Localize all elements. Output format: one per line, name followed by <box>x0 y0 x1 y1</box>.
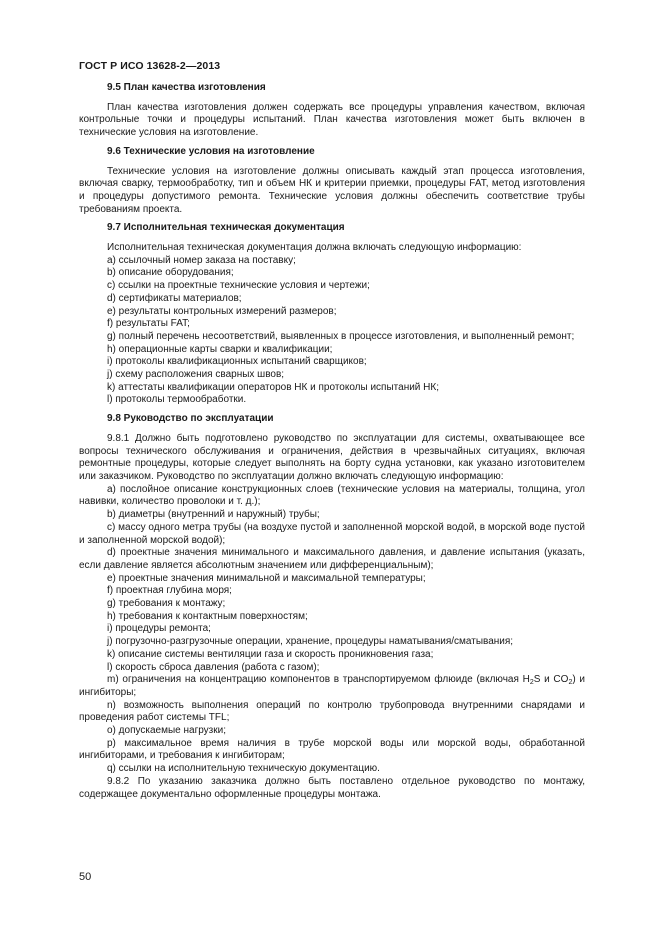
subscript: 2 <box>568 679 573 687</box>
list-item: c) массу одного метра трубы (на воздухе пустой и заполненной морской водой, в морской воде пустой и заполненной морской водой); <box>79 521 585 546</box>
list-item: h) требования к контактным поверхностям; <box>107 610 308 622</box>
list-item: n) возможность выполнения операций по контролю трубопровода внутренними снарядами и проведения работ системы TFL; <box>79 699 585 724</box>
list-item: k) описание системы вентиляции газа и скорость проникновения газа; <box>107 648 434 660</box>
list-item: e) результаты контрольных измерений размеров; <box>107 305 337 317</box>
list-item-m-suffix: ) и ингибиторы; <box>79 674 585 698</box>
paragraph-9-8-2: 9.8.2 По указанию заказчика должно быть поставлено отдельное руководство по монтажу, содержащее документально оформленные процедуры монтажа. <box>79 775 585 800</box>
list-item-m-prefix: m) ограничения на концентрацию компонентов в транспортируемом флюиде (включая H <box>107 674 530 686</box>
section-heading-9-8: 9.8 Руководство по эксплуатации <box>107 413 274 425</box>
section-heading-9-6: 9.6 Технические условия на изготовление <box>107 145 315 157</box>
list-item: j) погрузочно-разгрузочные операции, хранение, процедуры наматывания/сматывания; <box>107 636 514 648</box>
list-item: e) проектные значения минимальной и максимальной температуры; <box>107 572 426 584</box>
section-heading-9-5: 9.5 План качества изготовления <box>107 82 266 93</box>
document-header: ГОСТ Р ИСО 13628-2—2013 <box>79 60 221 72</box>
list-item: i) протоколы квалификационных испытаний сварщиков; <box>107 356 367 368</box>
list-item: p) максимальное время наличия в трубе морской воды или морской воды, обработанной ингибиторами, и требования к ингибиторам; <box>79 737 585 762</box>
list-item: j) схему расположения сварных швов; <box>107 369 285 381</box>
list-item: o) допускаемые нагрузки; <box>107 725 226 737</box>
paragraph-9-8-1: 9.8.1 Должно быть подготовлено руководство по эксплуатации для системы, охватывающее все вопросы технического обслуживания и ограничения, действия в чрезвычайных ситуациях, включая ремонтные процедуры, которые следует выполнять на борту судна установки, как указано изготовителем или заказчиком. Руководство по эксплуатации должно включать следующую информацию: <box>79 432 585 482</box>
section-text-9-6: Технические условия на изготовление должны описывать каждый этап процесса изготовления, включая сварку, термообработку, тип и объем НК и критерии приемки, процедуры FAT, метод изготовления и процедуры допустимого ремонта. Технические условия должны обеспечить соответствие трубы требованиям проекта. <box>79 165 585 215</box>
list-item: d) проектные значения минимального и максимального давления, и давление испытания (указать, если давление является абсолютным значением или дифференциальным); <box>79 547 585 571</box>
section-intro-9-7: Исполнительная техническая документация должна включать следующую информацию: <box>107 242 522 254</box>
list-item: g) полный перечень несоответствий, выявленных в процессе изготовления, и выполненный ремонт; <box>107 330 575 342</box>
section-text-9-5: План качества изготовления должен содержать все процедуры управления качеством, включая контрольные точки и процедуры испытаний. План качества изготовления может быть включен в технические условия на изготовление. <box>79 101 585 139</box>
list-item: l) скорость сброса давления (работа с газом); <box>107 661 320 673</box>
page-number: 50 <box>79 871 92 883</box>
list-item-m-mid: S и CO <box>533 674 569 686</box>
list-item: h) операционные карты сварки и квалификации; <box>107 343 333 355</box>
list-item: q) ссылки на исполнительную техническую документацию. <box>107 763 380 775</box>
list-item: c) ссылки на проектные технические условия и чертежи; <box>107 280 370 292</box>
subscript: 2 <box>529 679 534 687</box>
section-heading-9-7: 9.7 Исполнительная техническая документация <box>107 222 345 234</box>
list-item-m <box>79 674 585 699</box>
list-item: d) сертификаты материалов; <box>107 292 242 304</box>
list-item: a) послойное описание конструкционных слоев (технические условия на материалы, толщина, угол навивки, количество проволоки и т. д.); <box>79 483 585 508</box>
list-item: a) ссылочный номер заказа на поставку; <box>107 254 296 266</box>
list-item: k) аттестаты квалификации операторов НК и протоколы испытаний НК; <box>107 381 439 393</box>
list-item: l) протоколы термообработки. <box>107 394 247 406</box>
list-item: b) описание оборудования; <box>107 267 234 279</box>
document-body <box>79 82 585 801</box>
list-item: f) результаты FAT; <box>107 318 190 330</box>
list-item: f) проектная глубина моря; <box>107 585 232 597</box>
list-item: b) диаметры (внутренний и наружный) трубы; <box>107 509 320 521</box>
list-item: g) требования к монтажу; <box>107 598 226 610</box>
list-item: i) процедуры ремонта; <box>107 623 211 635</box>
